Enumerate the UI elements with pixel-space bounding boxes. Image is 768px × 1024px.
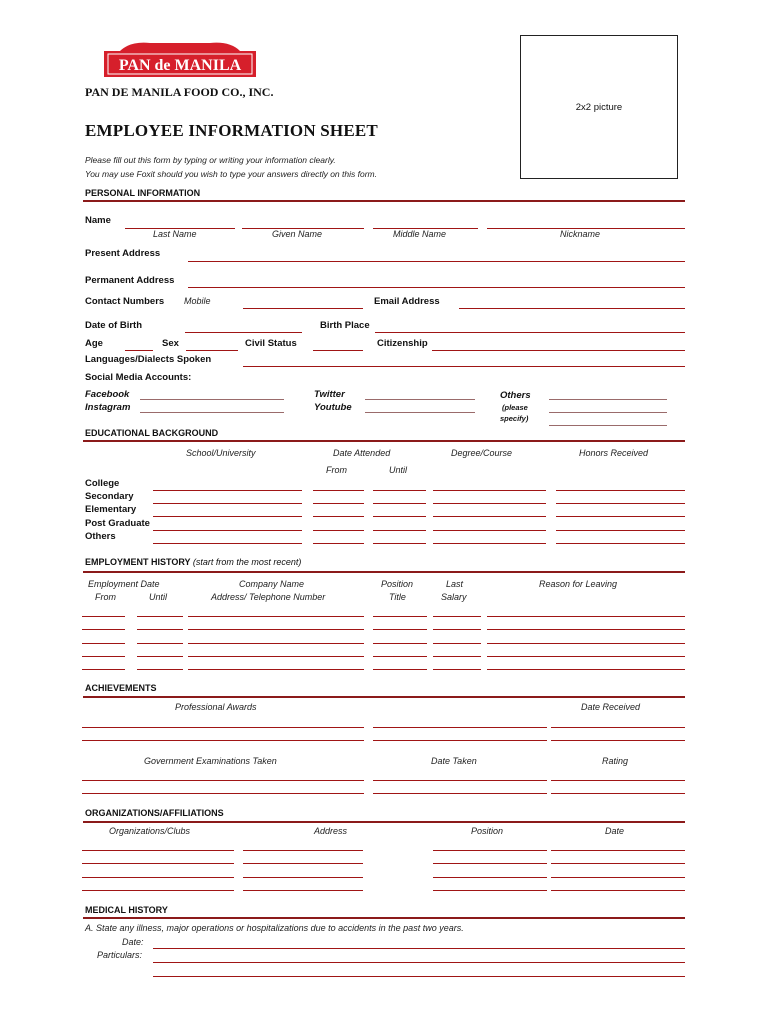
education-cell[interactable] (433, 516, 546, 517)
education-cell[interactable] (373, 503, 426, 504)
please-caption: (please (502, 403, 528, 412)
organization-cell[interactable] (82, 890, 234, 891)
given-name-caption: Given Name (272, 229, 323, 239)
employment-cell[interactable] (487, 643, 685, 644)
employment-cell[interactable] (433, 629, 481, 630)
education-cell[interactable] (556, 503, 685, 504)
mobile-field[interactable] (243, 308, 363, 309)
degree-header: Degree/Course (451, 448, 513, 458)
rating-header: Rating (602, 756, 629, 766)
sex-field[interactable] (186, 350, 238, 351)
education-level-label: Others (85, 530, 116, 542)
twitter-label: Twitter (314, 389, 345, 400)
address-tel-header: Address/ Telephone Number (211, 592, 326, 602)
education-level-label: Secondary (85, 491, 134, 503)
present-address-field[interactable] (188, 261, 685, 262)
section-divider (83, 696, 685, 698)
employment-cell[interactable] (137, 643, 183, 644)
others-field-3[interactable] (549, 425, 667, 426)
achievement-cell[interactable] (82, 727, 364, 728)
medical-date-field[interactable] (153, 948, 685, 949)
age-label: Age (85, 338, 103, 349)
school-header: School/University (186, 448, 256, 458)
achievement-cell[interactable] (373, 727, 547, 728)
org-position-header: Position (471, 826, 504, 836)
employment-cell[interactable] (433, 669, 481, 670)
org-address-header: Address (314, 826, 348, 836)
education-cell[interactable] (153, 543, 302, 544)
section-educational-background: EDUCATIONAL BACKGROUND (85, 428, 219, 438)
education-cell[interactable] (153, 516, 302, 517)
company-name-header: Company Name (239, 579, 305, 589)
others-label: Others (500, 390, 531, 401)
age-field[interactable] (125, 350, 153, 351)
achievement-cell[interactable] (82, 780, 364, 781)
medical-question: A. State any illness, major operations or hospitalizations due to accidents in the past two years. (85, 923, 464, 933)
section-divider (83, 917, 685, 919)
date-received-header: Date Received (581, 702, 641, 712)
title-header: Title (389, 592, 406, 602)
position-header: Position (381, 579, 414, 589)
salary-header: Salary (441, 592, 467, 602)
employment-cell[interactable] (487, 656, 685, 657)
education-cell[interactable] (313, 490, 364, 491)
employment-cell[interactable] (188, 656, 364, 657)
birth-place-field[interactable] (375, 332, 685, 333)
education-cell[interactable] (433, 530, 546, 531)
citizenship-label: Citizenship (377, 338, 428, 349)
org-date-header: Date (605, 826, 625, 836)
employment-cell[interactable] (373, 669, 427, 670)
education-cell[interactable] (433, 543, 546, 544)
organization-cell[interactable] (551, 890, 685, 891)
education-cell[interactable] (313, 530, 364, 531)
employment-cell[interactable] (137, 669, 183, 670)
organization-cell[interactable] (433, 877, 547, 878)
employment-cell[interactable] (487, 616, 685, 617)
emp-from-header: From (95, 592, 116, 602)
education-cell[interactable] (313, 503, 364, 504)
education-cell[interactable] (556, 543, 685, 544)
instagram-field[interactable] (140, 412, 284, 413)
education-cell[interactable] (313, 543, 364, 544)
section-divider (83, 440, 685, 442)
education-cell[interactable] (153, 490, 302, 491)
employment-cell[interactable] (137, 629, 183, 630)
instruction-line-1: Please fill out this form by typing or writing your information clearly. (85, 155, 336, 165)
instagram-label: Instagram (85, 402, 131, 413)
youtube-field[interactable] (365, 412, 475, 413)
others-field-1[interactable] (549, 399, 667, 400)
particulars-field-1[interactable] (153, 962, 685, 963)
organization-cell[interactable] (551, 863, 685, 864)
email-field[interactable] (459, 308, 685, 309)
employment-cell[interactable] (82, 629, 125, 630)
education-cell[interactable] (153, 530, 302, 531)
last-name-caption: Last Name (153, 229, 197, 239)
employment-cell[interactable] (82, 656, 125, 657)
middle-name-caption: Middle Name (393, 229, 447, 239)
employment-cell[interactable] (82, 616, 125, 617)
education-cell[interactable] (556, 530, 685, 531)
organization-cell[interactable] (433, 850, 547, 851)
employment-cell[interactable] (487, 669, 685, 670)
organization-cell[interactable] (243, 890, 363, 891)
employment-cell[interactable] (188, 616, 364, 617)
education-level-label: Elementary (85, 504, 137, 516)
languages-label: Languages/Dialects Spoken (85, 354, 212, 365)
organization-cell[interactable] (82, 863, 234, 864)
date-taken-header: Date Taken (431, 756, 477, 766)
permanent-address-label: Permanent Address (85, 275, 175, 286)
education-level-label: Post Graduate (85, 517, 150, 529)
nickname-caption: Nickname (560, 229, 601, 239)
employment-cell[interactable] (137, 616, 183, 617)
emp-until-header: Until (149, 592, 168, 602)
civil-status-label: Civil Status (245, 338, 297, 349)
employment-cell[interactable] (82, 669, 125, 670)
employment-cell[interactable] (433, 656, 481, 657)
email-label: Email Address (374, 296, 440, 307)
photo-label: 2x2 picture (575, 102, 623, 113)
employment-cell[interactable] (373, 629, 427, 630)
achievement-cell[interactable] (373, 740, 547, 741)
employment-cell[interactable] (188, 643, 364, 644)
organization-cell[interactable] (551, 877, 685, 878)
achievement-cell[interactable] (551, 780, 685, 781)
employment-cell[interactable] (373, 643, 427, 644)
particulars-label: Particulars: (97, 950, 143, 960)
medical-date-label: Date: (122, 937, 144, 947)
education-cell[interactable] (433, 503, 546, 504)
pan-de-manila-logo (100, 39, 260, 79)
reason-header: Reason for Leaving (539, 579, 618, 589)
contact-numbers-label: Contact Numbers (85, 296, 165, 307)
organization-cell[interactable] (243, 877, 363, 878)
employment-cell[interactable] (373, 616, 427, 617)
section-employment-history: EMPLOYMENT HISTORY (start from the most recent) (85, 557, 302, 567)
birth-place-label: Birth Place (320, 320, 370, 331)
organization-cell[interactable] (433, 863, 547, 864)
organization-cell[interactable] (82, 850, 234, 851)
specify-caption: specify) (500, 414, 529, 423)
section-organizations: ORGANIZATIONS/AFFILIATIONS (85, 808, 224, 818)
permanent-address-field[interactable] (188, 287, 685, 288)
citizenship-field[interactable] (432, 350, 685, 351)
company-name: PAN DE MANILA FOOD CO., INC. (85, 85, 274, 99)
education-cell[interactable] (313, 516, 364, 517)
particulars-field-2[interactable] (153, 976, 685, 977)
education-cell[interactable] (373, 516, 426, 517)
svg-text:PAN de MANILA: PAN de MANILA (118, 57, 242, 74)
sex-label: Sex (162, 338, 179, 349)
employment-cell[interactable] (433, 643, 481, 644)
section-medical-history: MEDICAL HISTORY (85, 905, 168, 915)
education-cell[interactable] (153, 503, 302, 504)
education-cell[interactable] (556, 516, 685, 517)
twitter-field[interactable] (365, 399, 475, 400)
facebook-label: Facebook (85, 389, 130, 400)
section-divider (83, 571, 685, 573)
education-cell[interactable] (373, 490, 426, 491)
form-title: EMPLOYEE INFORMATION SHEET (85, 121, 378, 140)
education-cell[interactable] (373, 543, 426, 544)
employment-cell[interactable] (433, 616, 481, 617)
employment-cell[interactable] (137, 656, 183, 657)
achievement-cell[interactable] (551, 727, 685, 728)
present-address-label: Present Address (85, 248, 161, 259)
honors-header: Honors Received (579, 448, 649, 458)
from-header: From (326, 465, 347, 475)
achievement-cell[interactable] (551, 740, 685, 741)
mobile-caption: Mobile (184, 296, 211, 306)
employment-cell[interactable] (487, 629, 685, 630)
gov-exams-header: Government Examinations Taken (144, 756, 277, 766)
achievement-cell[interactable] (373, 793, 547, 794)
education-level-label: College (85, 478, 120, 489)
employment-date-header: Employment Date (88, 579, 160, 589)
employment-cell[interactable] (188, 669, 364, 670)
others-field-2[interactable] (549, 412, 667, 413)
education-cell[interactable] (373, 530, 426, 531)
youtube-label: Youtube (314, 402, 352, 413)
section-divider (83, 200, 685, 202)
section-personal-information: PERSONAL INFORMATION (85, 188, 201, 198)
name-label: Name (85, 215, 111, 226)
clubs-header: Organizations/Clubs (109, 826, 191, 836)
achievement-cell[interactable] (373, 780, 547, 781)
dob-label: Date of Birth (85, 320, 142, 331)
achievement-cell[interactable] (551, 793, 685, 794)
employment-cell[interactable] (188, 629, 364, 630)
civil-status-field[interactable] (313, 350, 363, 351)
facebook-field[interactable] (140, 399, 284, 400)
achievement-cell[interactable] (82, 793, 364, 794)
section-achievements: ACHIEVEMENTS (85, 683, 157, 693)
social-media-label: Social Media Accounts: (85, 372, 192, 383)
employment-cell[interactable] (82, 643, 125, 644)
employment-cell[interactable] (373, 656, 427, 657)
education-cell[interactable] (556, 490, 685, 491)
instruction-line-2: You may use Foxit should you wish to type your answers directly on this form. (85, 169, 377, 179)
until-header: Until (389, 465, 408, 475)
organization-cell[interactable] (243, 850, 363, 851)
organization-cell[interactable] (243, 863, 363, 864)
organization-cell[interactable] (82, 877, 234, 878)
photo-box[interactable] (520, 35, 678, 179)
languages-field[interactable] (243, 366, 685, 367)
achievement-cell[interactable] (82, 740, 364, 741)
awards-header: Professional Awards (175, 702, 257, 712)
last-header: Last (446, 579, 464, 589)
dob-field[interactable] (185, 332, 302, 333)
education-cell[interactable] (433, 490, 546, 491)
section-divider (83, 821, 685, 823)
date-attended-header: Date Attended (333, 448, 391, 458)
organization-cell[interactable] (433, 890, 547, 891)
organization-cell[interactable] (551, 850, 685, 851)
